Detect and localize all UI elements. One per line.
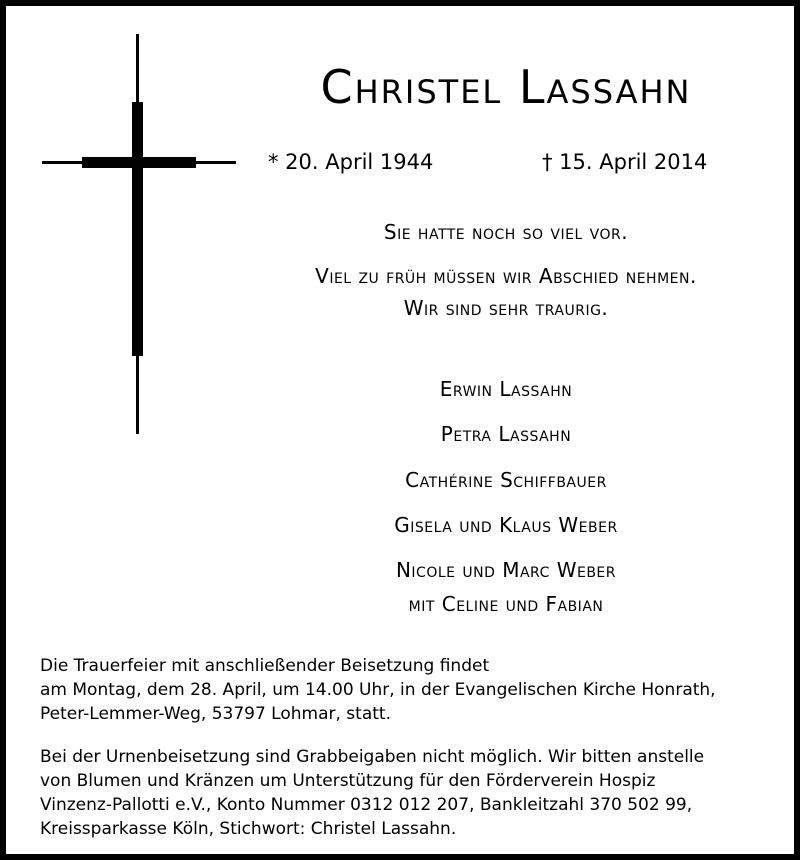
donation-line-2: von Blumen und Kränzen um Unterstützung für den Förderverein Hospiz (40, 771, 656, 791)
mourner-1: Erwin Lassahn (439, 377, 573, 401)
donation-paragraph (40, 745, 780, 841)
death-date: † 15. April 2014 (542, 150, 708, 174)
mourner-5-children: mit Celine und Fabian (408, 592, 604, 616)
mourner-5: Nicole und Marc Weber (395, 558, 617, 582)
donation-line-1: Bei der Urnenbeisetzung sind Grabbeigaben nicht möglich. Wir bitten anstelle (40, 747, 705, 767)
ceremony-line-1: Die Trauerfeier mit anschließender Beisetzung findet (40, 656, 490, 676)
ceremony-line-2: am Montag, dem 28. April, um 14.00 Uhr, in der Evangelischen Kirche Honrath, (40, 680, 716, 700)
donation-line-3: Vinzenz-Pallotti e.V., Konto Nummer 0312 012 207, Bankleitzahl 370 502 99, (40, 795, 693, 815)
deceased-name: Christel Lassahn (320, 60, 692, 114)
birth-date: * 20. April 1944 (268, 150, 434, 174)
quote-line-3: Wir sind sehr traurig. (403, 296, 609, 320)
quote-line-2: Viel zu früh müssen wir Abschied nehmen. (315, 264, 697, 288)
ceremony-line-3: Peter-Lemmer-Weg, 53797 Lohmar, statt. (40, 704, 391, 724)
ceremony-paragraph (40, 654, 780, 726)
donation-line-4: Kreissparkasse Köln, Stichwort: Christel Lassahn. (40, 819, 457, 839)
mourner-3: Cathérine Schiffbauer (405, 468, 607, 492)
mourner-2: Petra Lassahn (440, 422, 572, 446)
quote-line-1: Sie hatte noch so viel vor. (383, 220, 629, 244)
mourner-4: Gisela und Klaus Weber (394, 513, 618, 537)
